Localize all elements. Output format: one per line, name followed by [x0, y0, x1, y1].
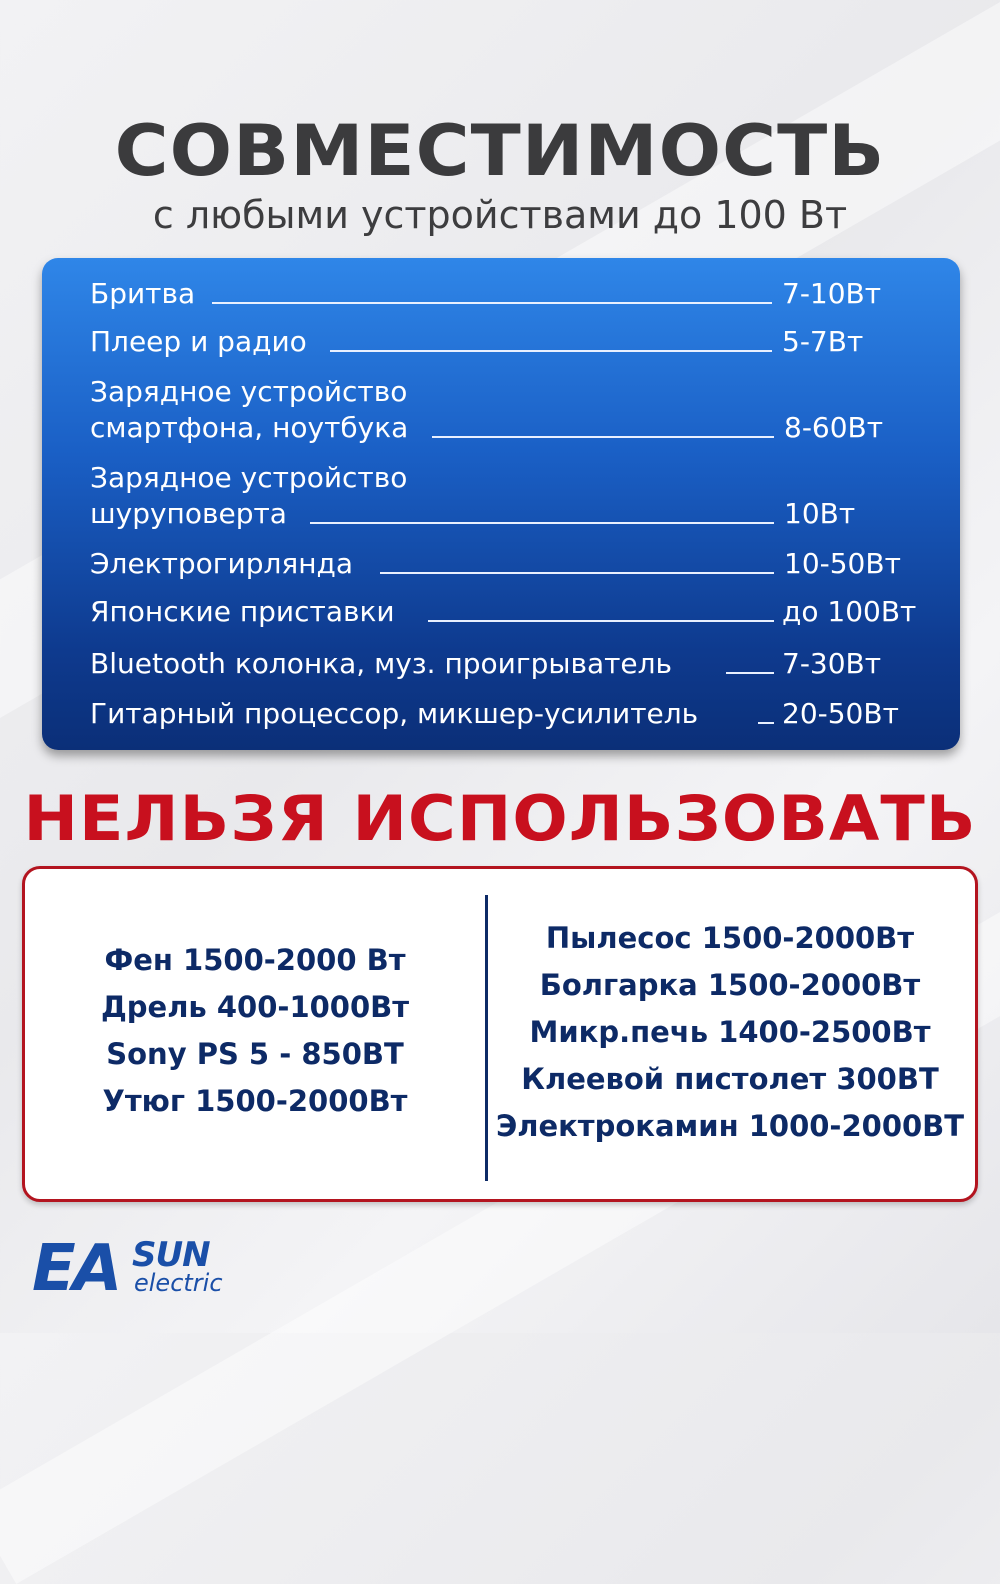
column-divider: [485, 895, 488, 1181]
leader-line: [726, 672, 774, 674]
device-row: [90, 546, 918, 582]
device-wattage: 20-50Вт: [782, 697, 899, 730]
leader-line: [428, 620, 774, 622]
leader-line: [758, 722, 774, 724]
device-wattage: 7-10Вт: [782, 277, 882, 310]
forbidden-item: Электрокамин 1000-2000ВТ: [495, 1109, 965, 1143]
forbidden-item: Клеевой пистолет 300ВТ: [521, 1062, 939, 1096]
forbidden-item: Sony PS 5 - 850ВТ: [106, 1037, 404, 1071]
device-wattage: 10Вт: [784, 497, 856, 530]
device-wattage: до 100Вт: [782, 595, 917, 628]
device-row: [90, 646, 918, 682]
compatible-devices-panel: [42, 258, 960, 750]
forbidden-title: НЕЛЬЗЯ ИСПОЛЬЗОВАТЬ: [23, 782, 977, 855]
device-wattage: 5-7Вт: [782, 325, 864, 358]
easun-logo: [32, 1232, 252, 1306]
device-row: [90, 696, 918, 732]
logo-sun-text: SUN: [132, 1235, 210, 1275]
device-name: Зарядное устройство смартфона, ноутбука: [90, 375, 409, 444]
device-wattage: 10-50Вт: [784, 547, 901, 580]
forbidden-item: Фен 1500-2000 Вт: [104, 943, 406, 977]
leader-line: [380, 572, 774, 574]
page-title: СОВМЕСТИМОСТЬ: [114, 110, 886, 192]
device-row: [90, 460, 918, 532]
logo-electric-text: electric: [134, 1269, 223, 1297]
forbidden-list-left: [65, 937, 445, 1125]
logo-ea-text: EA: [32, 1232, 120, 1306]
device-row: [90, 276, 918, 312]
forbidden-list-right: [495, 915, 965, 1150]
device-wattage: 8-60Вт: [784, 411, 884, 444]
device-name: Плеер и радио: [90, 325, 307, 358]
page-subtitle: с любыми устройствами до 100 Вт: [152, 193, 848, 237]
forbidden-item: Микр.печь 1400-2500Вт: [529, 1015, 931, 1049]
device-name: Зарядное устройство шуруповерта: [90, 461, 408, 530]
device-row: [90, 324, 918, 360]
device-name: Японские приставки: [90, 595, 395, 628]
device-name: Бритва: [90, 277, 196, 310]
device-name: Гитарный процессор, микшер-усилитель: [90, 697, 699, 730]
forbidden-item: Болгарка 1500-2000Вт: [539, 968, 921, 1002]
forbidden-item: Пылесос 1500-2000Вт: [545, 921, 915, 955]
forbidden-item: Утюг 1500-2000Вт: [102, 1084, 408, 1118]
device-row: [90, 374, 918, 446]
device-row: [90, 594, 918, 630]
leader-line: [432, 436, 774, 438]
forbidden-item: Дрель 400-1000Вт: [100, 990, 410, 1024]
device-name: Электрогирлянда: [90, 547, 354, 580]
device-wattage: 7-30Вт: [782, 647, 882, 680]
device-name: Bluetooth колонка, муз. проигрыватель: [90, 647, 673, 680]
leader-line: [330, 350, 772, 352]
leader-line: [212, 302, 772, 304]
leader-line: [310, 522, 774, 524]
forbidden-devices-box: [22, 866, 978, 1202]
